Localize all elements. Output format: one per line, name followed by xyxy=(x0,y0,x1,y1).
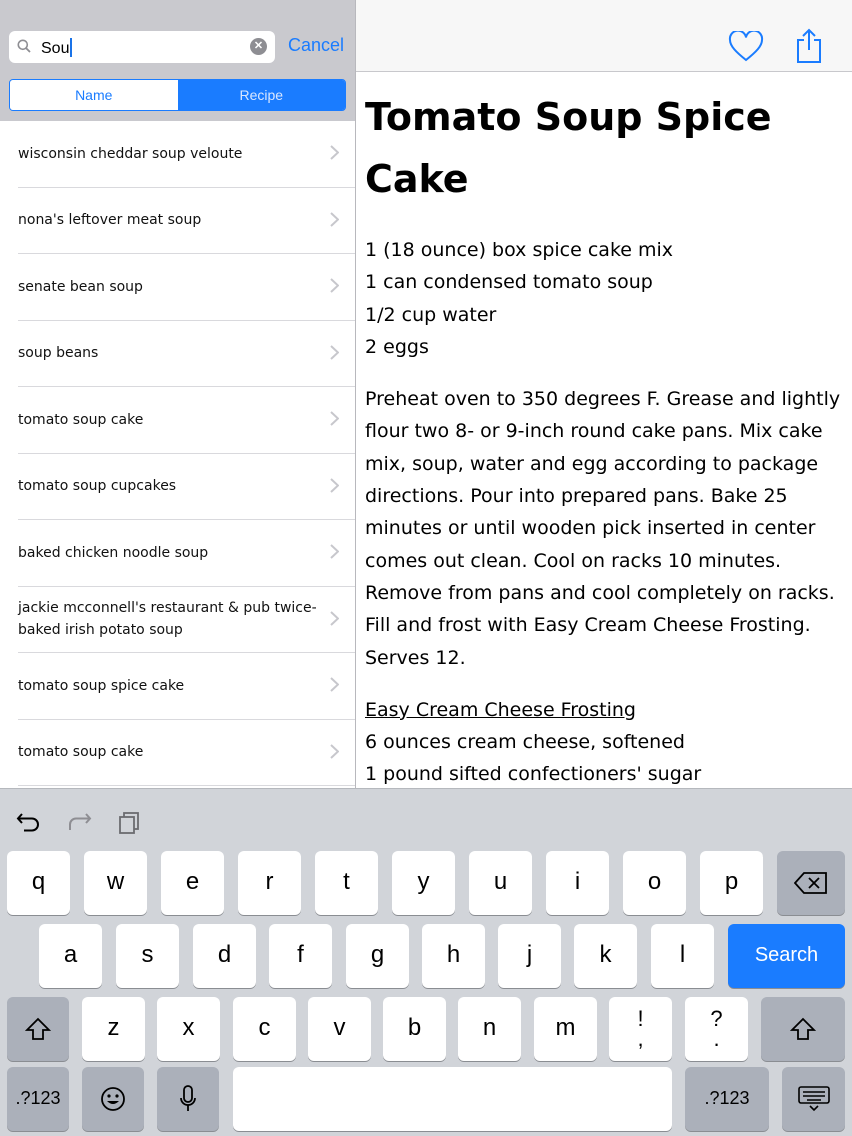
mic-key[interactable] xyxy=(157,1067,219,1131)
detail-toolbar xyxy=(356,0,852,72)
key-u[interactable]: u xyxy=(469,851,532,915)
key-x[interactable]: x xyxy=(157,997,220,1061)
chevron-right-icon xyxy=(330,278,339,298)
key-v[interactable]: v xyxy=(308,997,371,1061)
key-y[interactable]: y xyxy=(392,851,455,915)
recipe-detail xyxy=(365,86,849,788)
chevron-right-icon xyxy=(330,611,339,631)
list-item[interactable] xyxy=(18,520,355,587)
key-o[interactable]: o xyxy=(623,851,686,915)
chevron-right-icon xyxy=(330,677,339,697)
key-top-char: ! xyxy=(637,1005,644,1031)
key-h[interactable]: h xyxy=(422,924,485,988)
list-item-label: nona's leftover meat soup xyxy=(18,212,202,229)
key-d[interactable]: d xyxy=(193,924,256,988)
chevron-right-icon xyxy=(330,345,339,365)
key-c[interactable]: c xyxy=(233,997,296,1061)
key-g[interactable]: g xyxy=(346,924,409,988)
search-query: Sou xyxy=(41,38,72,58)
list-item-label: baked chicken noodle soup xyxy=(18,544,209,561)
key-question-period[interactable] xyxy=(685,997,748,1061)
search-input[interactable] xyxy=(9,31,275,63)
ingredient: 1 (18 ounce) box spice cake mix xyxy=(365,239,674,261)
keyboard-shortcuts-bar xyxy=(0,789,852,849)
key-k[interactable]: k xyxy=(574,924,637,988)
list-item[interactable] xyxy=(18,454,355,521)
key-b[interactable]: b xyxy=(383,997,446,1061)
emoji-key[interactable] xyxy=(82,1067,144,1131)
key-top-char: ? xyxy=(710,1005,723,1031)
chevron-right-icon xyxy=(330,145,339,165)
cancel-button[interactable]: Cancel xyxy=(288,35,345,55)
frosting-title: Easy Cream Cheese Frosting xyxy=(365,698,636,721)
key-a[interactable]: a xyxy=(39,924,102,988)
key-exclaim-comma[interactable] xyxy=(609,997,672,1061)
key-m[interactable]: m xyxy=(534,997,597,1061)
list-item[interactable] xyxy=(18,321,355,388)
list-item-label: tomato soup cake xyxy=(18,744,144,761)
chevron-right-icon xyxy=(330,411,339,431)
key-e[interactable]: e xyxy=(161,851,224,915)
key-q[interactable]: q xyxy=(7,851,70,915)
numbers-key-left[interactable]: .?123 xyxy=(7,1067,69,1131)
hide-keyboard-key[interactable] xyxy=(782,1067,845,1131)
key-n[interactable]: n xyxy=(458,997,521,1061)
list-item-label: soup beans xyxy=(18,345,99,362)
chevron-right-icon xyxy=(330,744,339,764)
heart-icon[interactable] xyxy=(728,31,764,68)
list-item-label: wisconsin cheddar soup veloute xyxy=(18,145,243,162)
keyboard-hide-icon xyxy=(798,1084,830,1111)
key-i[interactable]: i xyxy=(546,851,609,915)
recipe-title: Tomato Soup Spice Cake xyxy=(365,95,772,201)
key-t[interactable]: t xyxy=(315,851,378,915)
list-item[interactable] xyxy=(18,653,355,720)
ingredient: 1/2 cup water xyxy=(365,303,497,326)
search-key[interactable]: Search xyxy=(728,924,845,988)
space-key[interactable] xyxy=(233,1067,672,1131)
shift-key-left[interactable] xyxy=(7,997,69,1061)
key-f[interactable]: f xyxy=(269,924,332,988)
list-item[interactable] xyxy=(18,188,355,255)
list-item[interactable] xyxy=(18,587,355,654)
key-w[interactable]: w xyxy=(84,851,147,915)
shift-icon xyxy=(25,1014,51,1041)
paste-icon[interactable] xyxy=(118,811,142,840)
search-header xyxy=(0,0,355,121)
ingredient: 1 can condensed tomato soup xyxy=(365,271,653,294)
list-item-label: senate bean soup xyxy=(18,278,143,295)
key-j[interactable]: j xyxy=(498,924,561,988)
key-bottom-char: , xyxy=(637,1025,644,1051)
shift-key-right[interactable] xyxy=(761,997,845,1061)
numbers-key-right[interactable]: .?123 xyxy=(685,1067,769,1131)
frosting-ingredient: 6 ounces cream cheese, softened xyxy=(365,731,685,754)
search-scope-segment xyxy=(9,79,346,111)
segment-name[interactable]: Name xyxy=(10,80,178,110)
chevron-right-icon xyxy=(330,544,339,564)
magnifier-icon xyxy=(17,39,31,58)
shift-icon xyxy=(790,1014,816,1041)
key-z[interactable]: z xyxy=(82,997,145,1061)
chevron-right-icon xyxy=(330,478,339,498)
clear-icon[interactable]: ✕ xyxy=(250,38,267,55)
frosting-ingredient: 1 pound sifted confectioners' sugar xyxy=(365,763,702,786)
key-l[interactable]: l xyxy=(651,924,714,988)
recipe-directions: Preheat oven to 350 degrees F. Grease and lightly flour two 8- or 9-inch round cake pans. Mix cake mix, soup, water and egg according to package directions. Pour into prepared pans. Bake 25 minutes or until wooden pick inserted in center comes out clean. Cool on racks 10 minutes. Remove from pans and cool completely on racks. Fill and frost with Easy Cream Cheese Frosting. Serves 12. xyxy=(365,388,841,669)
list-item-label: tomato soup cake xyxy=(18,411,144,428)
pane-divider xyxy=(355,0,356,788)
keyboard xyxy=(0,788,852,1136)
mic-icon xyxy=(179,1084,197,1111)
key-s[interactable]: s xyxy=(116,924,179,988)
list-item-label: tomato soup cupcakes xyxy=(18,478,177,495)
list-item[interactable] xyxy=(18,254,355,321)
list-item-label: tomato soup spice cake xyxy=(18,677,185,694)
results-pane xyxy=(0,0,355,788)
list-item[interactable] xyxy=(18,720,355,787)
backspace-key[interactable] xyxy=(777,851,845,915)
key-bottom-char: . xyxy=(713,1025,720,1051)
emoji-icon xyxy=(100,1084,126,1111)
segment-recipe[interactable]: Recipe xyxy=(178,80,346,110)
redo-icon[interactable] xyxy=(66,811,92,838)
list-item[interactable] xyxy=(18,121,355,188)
ingredient: 2 eggs xyxy=(365,335,429,358)
undo-icon[interactable] xyxy=(16,811,42,838)
key-r[interactable]: r xyxy=(238,851,301,915)
backspace-icon xyxy=(794,868,828,895)
chevron-right-icon xyxy=(330,212,339,232)
key-p[interactable]: p xyxy=(700,851,763,915)
share-icon[interactable] xyxy=(796,28,822,69)
results-list xyxy=(0,121,355,786)
list-item[interactable] xyxy=(18,387,355,454)
list-item-label: jackie mcconnell's restaurant & pub twice-baked irish potato soup xyxy=(18,600,317,639)
